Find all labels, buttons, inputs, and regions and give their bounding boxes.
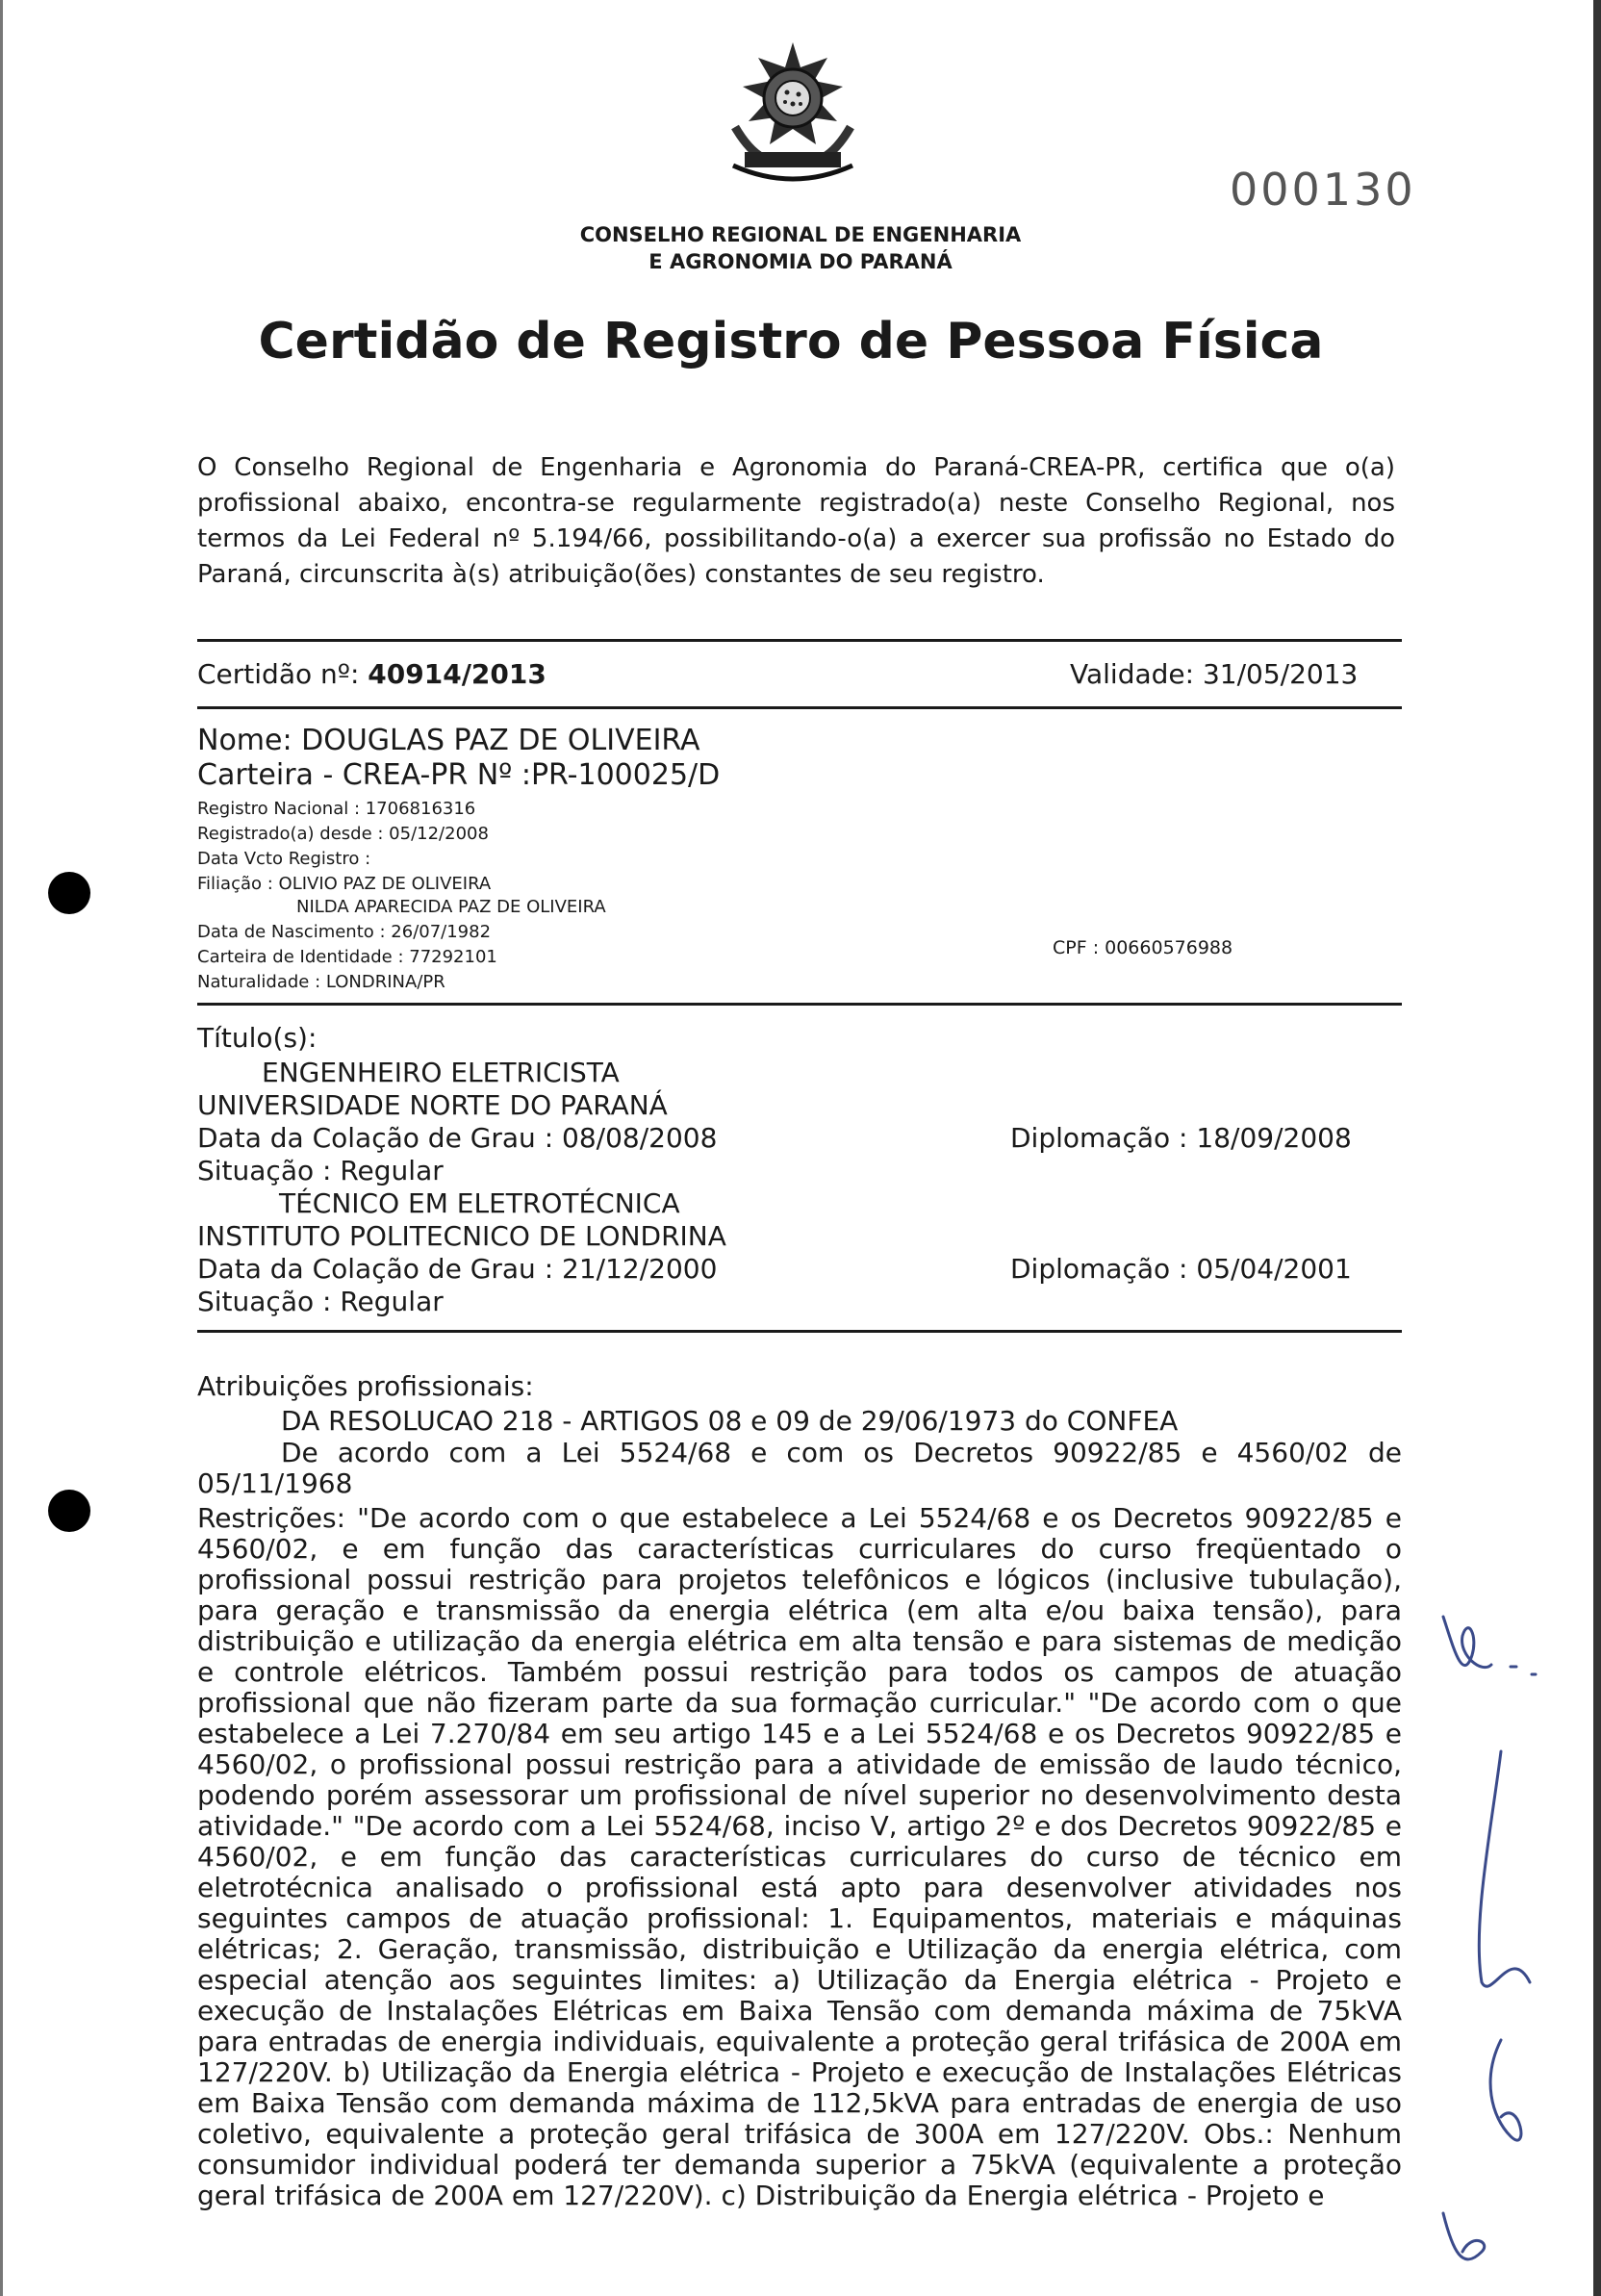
- punch-hole-top: [48, 872, 90, 914]
- birthplace: Naturalidade : LONDRINA/PR: [197, 972, 445, 992]
- intro-paragraph: O Conselho Regional de Engenharia e Agronomia do Paraná-CREA-PR, certifica que o(a) profissional abaixo, encontra-se regularmente registrado(a) neste Conselho Regional, nos termos da Lei Federal nº 5.194/66, possibilitando-o(a) a exercer sua profissão no Estado do Paraná, circunscrita à(s) atribuição(ões) constantes de seu registro.: [197, 453, 1395, 589]
- registered-since: Registrado(a) desde : 05/12/2008: [197, 824, 489, 844]
- org-name-line2: E AGRONOMIA DO PARANÁ: [648, 250, 953, 273]
- certificate-number-label: Certidão nº:: [197, 658, 360, 690]
- title-2-diploma: Diplomação : 05/04/2001: [1010, 1253, 1352, 1285]
- attributions-header: Atribuições profissionais:: [197, 1370, 534, 1402]
- title-2-institution: INSTITUTO POLITECNICO DE LONDRINA: [197, 1220, 726, 1252]
- attributions-law: De acordo com a Lei 5524/68 e com os Decretos 90922/85 e 4560/02 de 05/11/1968: [197, 1437, 1402, 1499]
- divider: [197, 706, 1402, 709]
- id-card: Carteira de Identidade : 77292101: [197, 947, 497, 967]
- attributions-restrictions: Restrições: "De acordo com o que estabelece a Lei 5524/68 e os Decretos 90922/85 e 4560/02, e em função das características curriculares do curso freqüentado o profissional possui restrição para projetos telefônicos e lógicos (inclusive tubulação), para geração e transmissão da energia elétrica (em alta e/ou baixa tensão), para distribuição e utilização da energia elétrica em alta tensão e para sistemas de medição e controle elétricos. Também possui restrição para todos os campos de atuação profissional que não fizeram parte da sua formação curricular." "De acordo com o que estabelece a Lei 7.270/84 em seu artigo 145 e a Lei 5524/68 e os Decretos 90922/85 e 4560/02, o profissional possui restrição para a atividade de emissão de laudo técnico, podendo porém assessorar um profissional de nível superior no desenvolvimento desta atividade." "De acordo com a Lei 5524/68, inciso V, artigo 2º e dos Decretos 90922/85 e 4560/02, e em função das características curriculares do curso de técnico em eletrotécnica analisado o profissional está apto para desenvolver atividades nos seguintes campos de atuação profissional: 1. Equipamentos, materiais e máquinas elétricas; 2. Geração, transmissão, distribuição e Utilização da energia elétrica, com especial atenção aos seguintes limites: a) Utilização da Energia elétrica - Projeto e execução de Instalações Elétricas em Baixa Tensão com demanda máxima de 75kVA para entradas de energia individuais, equivalente a proteção geral trifásica de 200A em 127/220V. b) Utilização da Energia elétrica - Projeto e execução de Instalações Elétricas em Baixa Tensão com demanda máxima de 112,5kVA para entradas de energia de uso coletivo, equivalente a proteção geral trifásica de 300A em 127/220V. Obs.: Nenhum consumidor individual poderá ter demanda superior a 75kVA (equivalente a proteção geral trifásica de 200A em 127/220V). c) Distribuição da Energia elétrica - Projeto e: [197, 1502, 1402, 2211]
- titles-header: Título(s):: [197, 1022, 318, 1054]
- attributions-resolution: DA RESOLUCAO 218 - ARTIGOS 08 e 09 de 29/06/1973 do CONFEA: [281, 1405, 1179, 1437]
- punch-hole-bottom: [48, 1490, 90, 1532]
- divider: [197, 1003, 1402, 1006]
- title-2-status: Situação : Regular: [197, 1286, 444, 1317]
- divider: [197, 1330, 1402, 1333]
- title-1-name: ENGENHEIRO ELETRICISTA: [262, 1057, 620, 1088]
- scan-edge-left: [0, 0, 3, 2296]
- signature-initials-icon: [1424, 1578, 1559, 2290]
- validity: Validade: 31/05/2013: [1070, 658, 1359, 690]
- divider: [197, 639, 1402, 642]
- title-1-graduation: Data da Colação de Grau : 08/08/2008: [197, 1122, 718, 1154]
- org-name-line1: CONSELHO REGIONAL DE ENGENHARIA: [579, 223, 1022, 246]
- cpf: CPF : 00660576988: [1053, 937, 1233, 958]
- scan-edge-right: [1593, 0, 1601, 2296]
- page-title: Certidão de Registro de Pessoa Física: [258, 313, 1324, 370]
- coat-of-arms-icon: [724, 38, 863, 191]
- registry-expiry: Data Vcto Registro :: [197, 849, 371, 869]
- person-name: Nome: DOUGLAS PAZ DE OLIVEIRA: [197, 724, 700, 757]
- title-2-name: TÉCNICO EM ELETROTÉCNICA: [279, 1187, 680, 1219]
- certificate-number: [197, 658, 546, 690]
- title-2-graduation: Data da Colação de Grau : 21/12/2000: [197, 1253, 718, 1285]
- birth-date: Data de Nascimento : 26/07/1982: [197, 922, 492, 942]
- person-card: Carteira - CREA-PR Nº :PR-100025/D: [197, 758, 721, 792]
- certificate-number-value: 40914/2013: [368, 658, 546, 690]
- stamp-number: 000130: [1230, 164, 1416, 216]
- filiation: Filiação : OLIVIO PAZ DE OLIVEIRA: [197, 874, 492, 894]
- national-registry: Registro Nacional : 1706816316: [197, 799, 476, 819]
- title-1-diploma: Diplomação : 18/09/2008: [1010, 1122, 1352, 1154]
- title-1-status: Situação : Regular: [197, 1155, 444, 1186]
- filiation-second: NILDA APARECIDA PAZ DE OLIVEIRA: [296, 897, 606, 917]
- title-1-institution: UNIVERSIDADE NORTE DO PARANÁ: [197, 1089, 668, 1121]
